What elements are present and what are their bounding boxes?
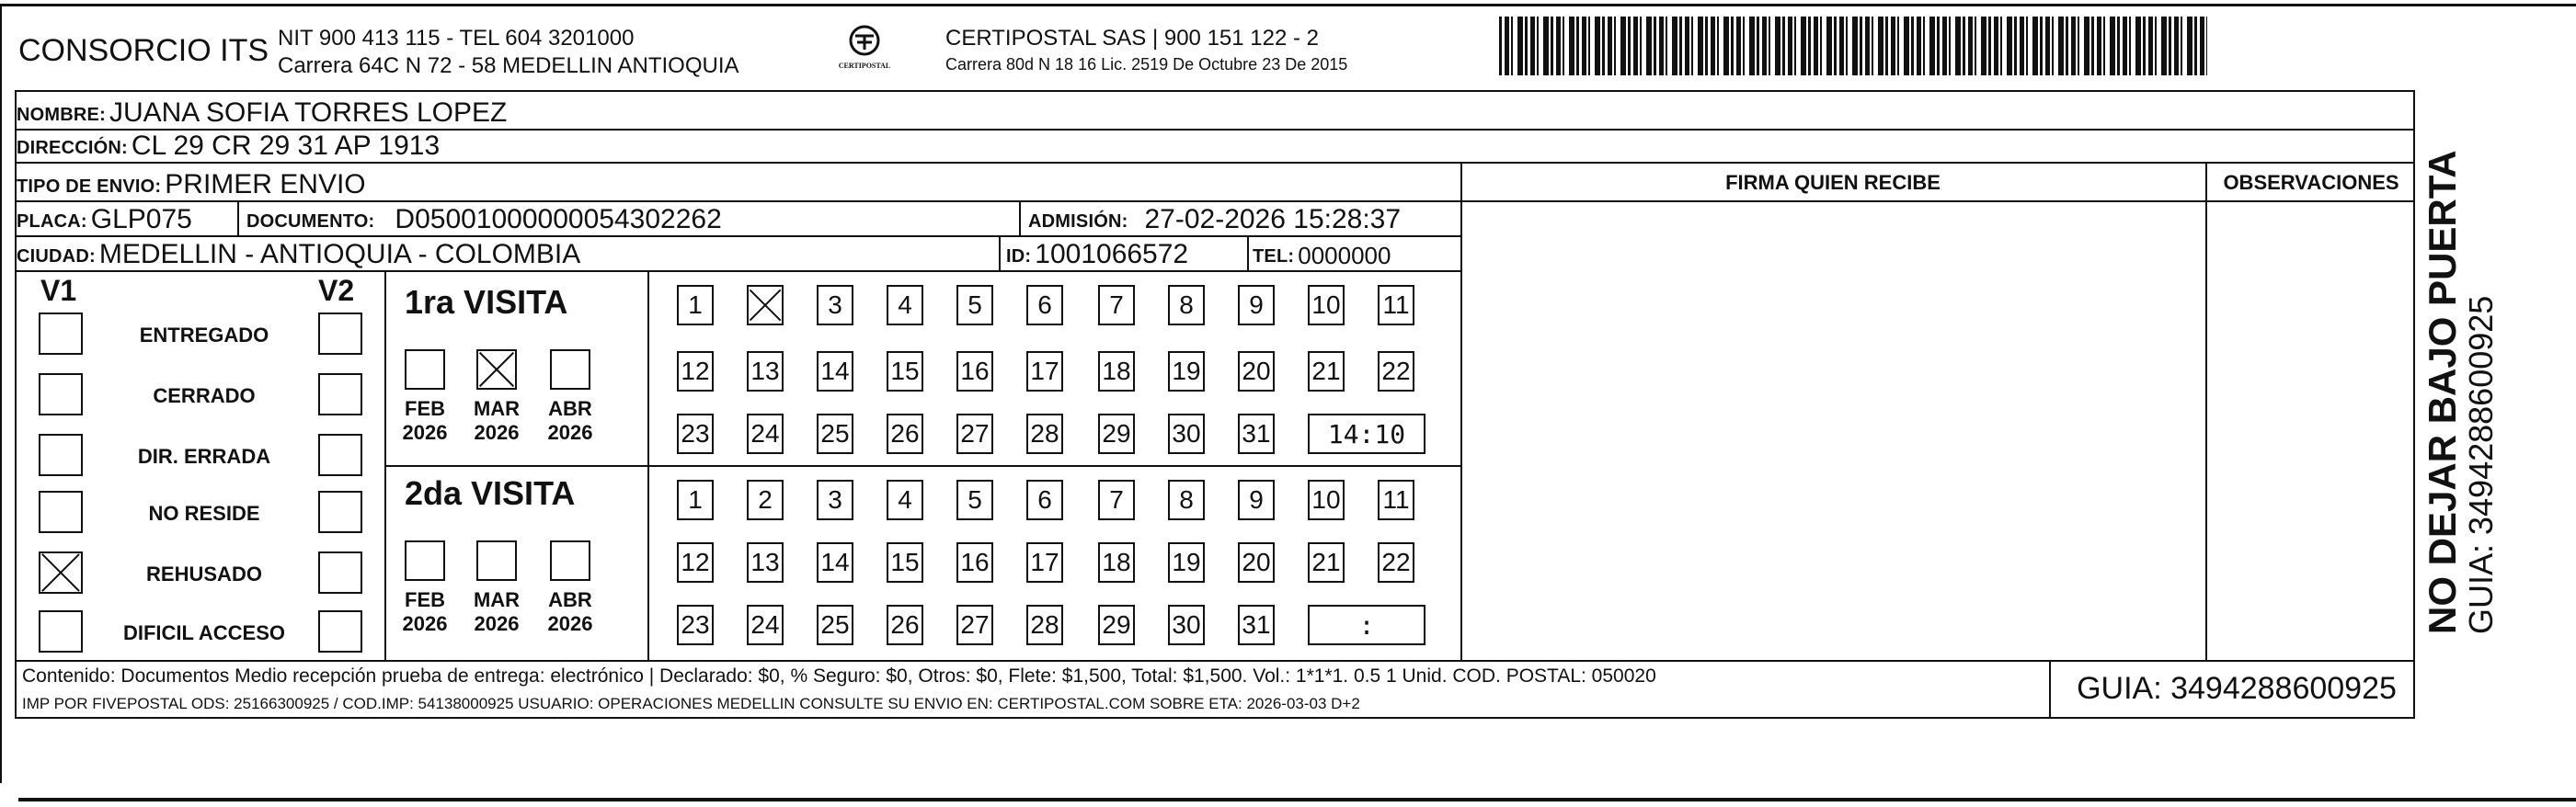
v1-checkbox-rehusado[interactable]: [39, 551, 83, 594]
footer-contenido: Contenido: Documentos Medio recepción prueba de entrega: electrónico | Declarado: $0, % Seguro: $0, Otros: $0, Flete: $1,500, Total: $1,500. Vol.: 1*1*1. 0.5 1 Unid. COD. POSTAL: 050020: [22, 665, 1656, 687]
second-day-11[interactable]: 11: [1378, 480, 1414, 520]
second-day-31[interactable]: 31: [1238, 605, 1275, 645]
second-day-8[interactable]: 8: [1168, 480, 1205, 520]
first-day-30[interactable]: 30: [1168, 414, 1205, 454]
tipo-row: [17, 164, 366, 200]
month-name: ABR: [548, 397, 592, 420]
second-day-14[interactable]: 14: [817, 542, 853, 583]
first-day-20[interactable]: 20: [1238, 351, 1275, 392]
first-day-24[interactable]: 24: [747, 414, 784, 454]
first-month-label-abr: [538, 397, 602, 445]
tipo-label: TIPO DE ENVIO:: [17, 176, 162, 197]
divider-id: [999, 235, 1001, 270]
rule-direccion: [15, 162, 2415, 164]
divider-observaciones: [2205, 162, 2207, 660]
first-day-18[interactable]: 18: [1098, 351, 1135, 392]
second-day-13[interactable]: 13: [747, 542, 784, 583]
v2-checkbox-entregado[interactable]: [318, 313, 362, 355]
first-day-13[interactable]: 13: [747, 351, 784, 392]
observaciones-label: OBSERVACIONES: [2223, 171, 2399, 194]
divider-footer-guia: [2049, 660, 2051, 719]
ciudad-value: MEDELLIN - ANTIOQUIA - COLOMBIA: [98, 239, 581, 269]
header-address: Carrera 64C N 72 - 58 MEDELLIN ANTIOQUIA: [278, 53, 739, 78]
placa-value: GLP075: [90, 204, 192, 234]
first-day-26[interactable]: 26: [887, 414, 923, 454]
first-day-8[interactable]: 8: [1168, 285, 1205, 325]
nombre-value: JUANA SOFIA TORRES LOPEZ: [109, 97, 508, 128]
left-border-line: [0, 4, 2, 783]
top-border-line: [0, 4, 2576, 6]
first-day-4[interactable]: 4: [887, 285, 923, 325]
bottom-border-line: [18, 798, 2576, 801]
month-name: FEB: [405, 588, 445, 611]
v1-label: V1: [40, 274, 77, 307]
header-nit: NIT 900 413 115 - TEL 604 3201000: [278, 26, 635, 51]
divider-tel: [1247, 235, 1249, 270]
status-label-dir-errada: DIR. ERRADA: [137, 445, 271, 468]
second-day-5[interactable]: 5: [956, 480, 993, 520]
tel-value: 0000000: [1298, 242, 1391, 269]
second-day-28[interactable]: 28: [1026, 605, 1063, 645]
documento-label: DOCUMENTO:: [246, 211, 375, 232]
first-month-label-feb: [393, 397, 457, 445]
rule-ciudad: [15, 270, 1462, 272]
second-day-10[interactable]: 10: [1308, 480, 1345, 520]
v1-checkbox-no-reside[interactable]: [39, 491, 83, 533]
second-day-9[interactable]: 9: [1238, 480, 1275, 520]
v1-checkbox-dificil-acceso[interactable]: [39, 610, 83, 653]
documento-value: D05001000000054302262: [395, 204, 722, 234]
v1-checkbox-dir-errada[interactable]: [39, 434, 83, 476]
second-day-12[interactable]: 12: [677, 542, 714, 583]
second-day-18[interactable]: 18: [1098, 542, 1135, 583]
second-day-30[interactable]: 30: [1168, 605, 1205, 645]
v1-checkbox-entregado[interactable]: [39, 313, 83, 355]
second-day-26[interactable]: 26: [887, 605, 923, 645]
second-day-1[interactable]: 1: [677, 480, 714, 520]
certipostal-logo: [823, 24, 906, 79]
certipostal-logo-icon: [844, 24, 885, 57]
status-label-rehusado: REHUSADO: [146, 563, 262, 585]
v2-checkbox-dir-errada[interactable]: [318, 434, 362, 476]
rule-visits: [384, 465, 1462, 467]
v1-checkbox-cerrado[interactable]: [39, 373, 83, 415]
first-day-14[interactable]: 14: [817, 351, 853, 392]
v2-checkbox-dificil-acceso[interactable]: [318, 610, 362, 653]
first-day-25[interactable]: 25: [817, 414, 853, 454]
admision-value: 27-02-2026 15:28:37: [1144, 204, 1402, 234]
header-courier-address: Carrera 80d N 18 16 Lic. 2519 De Octubre 23 De 2015: [945, 55, 1348, 74]
month-name: ABR: [548, 588, 592, 611]
first-day-16[interactable]: 16: [956, 351, 993, 392]
second-day-23[interactable]: 23: [677, 605, 714, 645]
firma-label: FIRMA QUIEN RECIBE: [1725, 171, 1941, 194]
first-day-31[interactable]: 31: [1238, 414, 1275, 454]
divider-placa: [237, 200, 239, 235]
first-day-15[interactable]: 15: [887, 351, 923, 392]
status-label-entregado: ENTREGADO: [139, 324, 269, 347]
first-day-29[interactable]: 29: [1098, 414, 1135, 454]
first-day-9[interactable]: 9: [1238, 285, 1275, 325]
side-warning: NO DEJAR BAJO PUERTA: [2421, 150, 2464, 634]
month-year: 2026: [547, 612, 593, 635]
first-day-19[interactable]: 19: [1168, 351, 1205, 392]
first-month-box-abr[interactable]: [550, 349, 590, 390]
month-year: 2026: [547, 421, 593, 444]
first-day-21[interactable]: 21: [1308, 351, 1345, 392]
footer-guia: GUIA: 3494288600925: [2077, 671, 2397, 706]
tel-label: TEL:: [1253, 246, 1295, 267]
first-day-27[interactable]: 27: [956, 414, 993, 454]
second-day-21[interactable]: 21: [1308, 542, 1345, 583]
second-month-label-abr: [538, 588, 602, 636]
barcode-icon: [1499, 17, 2207, 75]
first-day-5[interactable]: 5: [956, 285, 993, 325]
first-day-28[interactable]: 28: [1026, 414, 1063, 454]
v2-checkbox-rehusado[interactable]: [318, 551, 362, 594]
first-day-12[interactable]: 12: [677, 351, 714, 392]
divider-firma: [1460, 162, 1462, 660]
footer-imp: IMP POR FIVEPOSTAL ODS: 25166300925 / COD.IMP: 54138000925 USUARIO: OPERACIONES MEDELLIN CONSULTE SU ENVIO EN: CERTIPOSTAL.COM SOBRE ETA: 2026-03-03 D+2: [22, 695, 1360, 712]
id-row: [1006, 235, 1188, 270]
first-day-17[interactable]: 17: [1026, 351, 1063, 392]
admision-row: [1028, 200, 1401, 235]
placa-row: [17, 200, 192, 235]
id-value: 1001066572: [1035, 239, 1189, 269]
month-name: FEB: [405, 397, 445, 420]
tel-row: [1253, 235, 1391, 270]
certipostal-logo-text: CERTIPOSTAL: [838, 62, 891, 70]
second-time-field[interactable]: :: [1308, 605, 1425, 645]
first-day-3[interactable]: 3: [817, 285, 853, 325]
status-label-dificil-acceso: DIFICIL ACCESO: [122, 621, 285, 644]
header-company: CONSORCIO ITS: [18, 33, 269, 68]
month-year: 2026: [474, 421, 520, 444]
month-year: 2026: [474, 612, 520, 635]
month-year: 2026: [402, 612, 448, 635]
first-day-11[interactable]: 11: [1378, 285, 1414, 325]
second-month-label-mar: [464, 588, 529, 636]
first-day-2[interactable]: [747, 285, 784, 325]
second-month-box-abr[interactable]: [550, 540, 590, 581]
month-name: MAR: [473, 397, 521, 420]
first-day-6[interactable]: 6: [1026, 285, 1063, 325]
v2-checkbox-cerrado[interactable]: [318, 373, 362, 415]
second-day-16[interactable]: 16: [956, 542, 993, 583]
second-day-25[interactable]: 25: [817, 605, 853, 645]
first-month-label-mar: [464, 397, 529, 445]
second-day-17[interactable]: 17: [1026, 542, 1063, 583]
first-month-box-mar[interactable]: [476, 349, 517, 390]
rule-footer: [15, 660, 2415, 662]
first-day-1[interactable]: 1: [677, 285, 714, 325]
divider-admision: [1019, 200, 1021, 235]
second-day-15[interactable]: 15: [887, 542, 923, 583]
status-label-no-reside: NO RESIDE: [148, 502, 260, 525]
first-month-box-feb[interactable]: [405, 349, 445, 390]
ciudad-label: CIUDAD:: [17, 246, 96, 267]
divider-status-visits: [384, 270, 386, 660]
divider-months-days: [647, 270, 649, 660]
second-month-label-feb: [393, 588, 457, 636]
second-day-24[interactable]: 24: [747, 605, 784, 645]
second-day-3[interactable]: 3: [817, 480, 853, 520]
side-text: [2422, 110, 2500, 634]
tipo-value: PRIMER ENVIO: [165, 169, 366, 199]
documento-row: [246, 200, 722, 235]
first-day-23[interactable]: 23: [677, 414, 714, 454]
first-time-field[interactable]: 14:10: [1308, 414, 1425, 454]
second-visit-label: 2da VISITA: [405, 474, 576, 512]
second-day-22[interactable]: 22: [1378, 542, 1414, 583]
second-day-6[interactable]: 6: [1026, 480, 1063, 520]
second-day-27[interactable]: 27: [956, 605, 993, 645]
status-label-cerrado: CERRADO: [153, 384, 256, 407]
second-day-7[interactable]: 7: [1098, 480, 1135, 520]
second-day-29[interactable]: 29: [1098, 605, 1135, 645]
v2-label: V2: [318, 274, 355, 307]
month-name: MAR: [473, 588, 521, 611]
second-day-19[interactable]: 19: [1168, 542, 1205, 583]
v2-checkbox-no-reside[interactable]: [318, 491, 362, 533]
month-year: 2026: [402, 421, 448, 444]
placa-label: PLACA:: [17, 211, 87, 232]
direccion-row: [17, 129, 440, 162]
direccion-value: CL 29 CR 29 31 AP 1913: [131, 131, 441, 161]
second-day-20[interactable]: 20: [1238, 542, 1275, 583]
nombre-row: [17, 92, 507, 129]
admision-label: ADMISIÓN:: [1028, 211, 1128, 232]
first-visit-label: 1ra VISITA: [405, 283, 568, 321]
rule-firma-header: [1460, 200, 2415, 202]
nombre-label: NOMBRE:: [17, 105, 106, 125]
header-courier: CERTIPOSTAL SAS | 900 151 122 - 2: [945, 26, 1319, 51]
ciudad-row: [17, 235, 580, 270]
second-month-box-feb[interactable]: [405, 540, 445, 581]
second-month-box-mar[interactable]: [476, 540, 517, 581]
second-day-2[interactable]: 2: [747, 480, 784, 520]
direccion-label: DIRECCIÓN:: [17, 138, 128, 158]
first-day-22[interactable]: 22: [1378, 351, 1414, 392]
second-day-4[interactable]: 4: [887, 480, 923, 520]
first-day-7[interactable]: 7: [1098, 285, 1135, 325]
first-day-10[interactable]: 10: [1308, 285, 1345, 325]
id-label: ID:: [1006, 246, 1032, 267]
side-guia: GUIA: 3494288600925: [2462, 295, 2500, 634]
